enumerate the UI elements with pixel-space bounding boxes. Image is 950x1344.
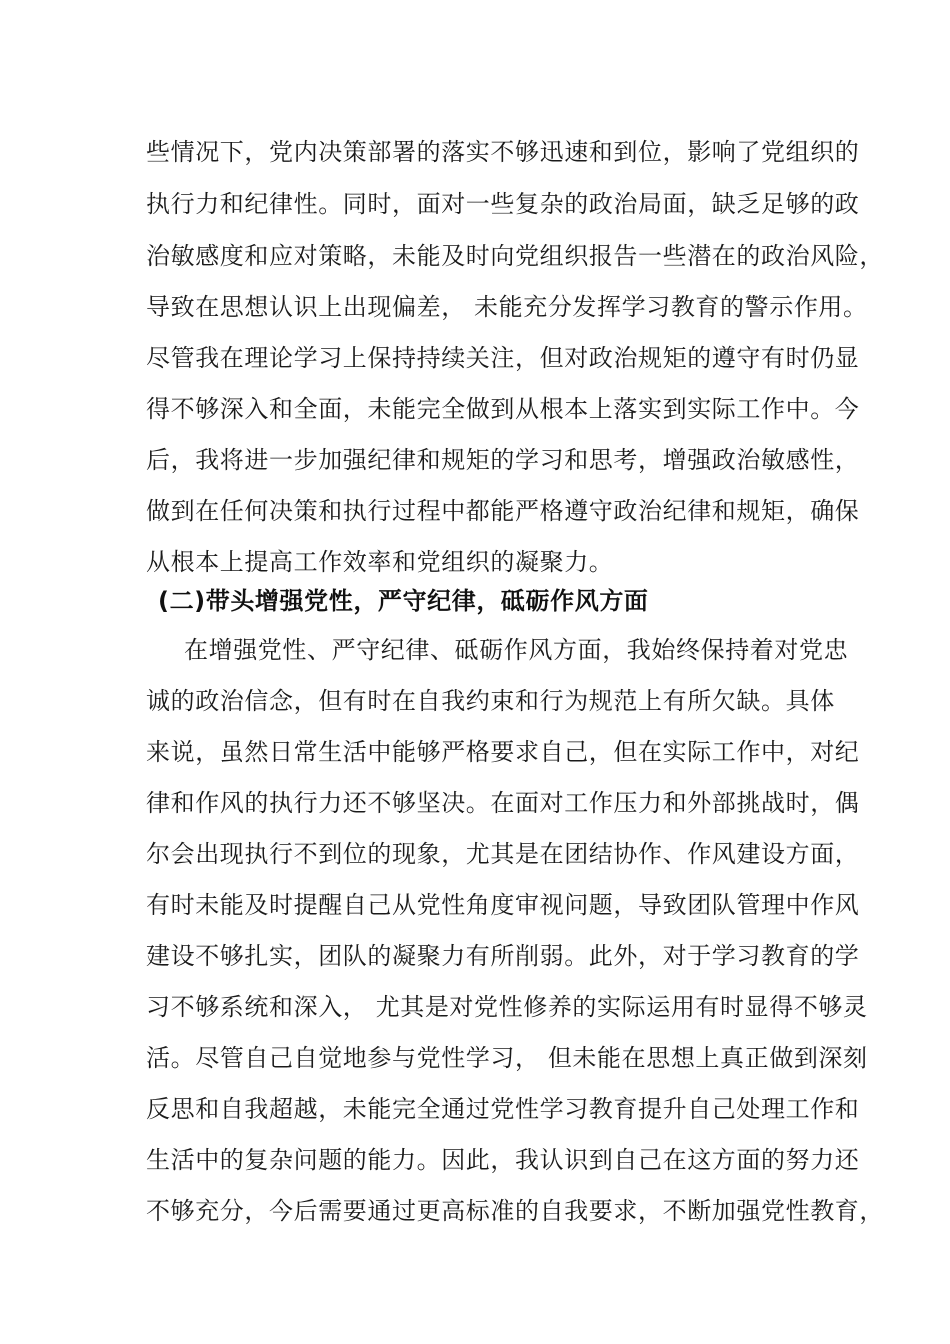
text-line: 活。尽管自己自觉地参与党性学习， 但未能在思想上真正做到深刻 [146,1044,868,1072]
text-line: 做到在任何决策和执行过程中都能严格遵守政治纪律和规矩，确保 [146,497,860,525]
text-line: 执行力和纪律性。同时，面对一些复杂的政治局面，缺乏足够的政 [146,190,860,218]
text-line: 从根本上提高工作效率和党组织的凝聚力。 [146,548,614,576]
text-line: 不够充分，今后需要通过更高标准的自我要求，不断加强党性教育， [146,1197,884,1225]
section-heading: (二)带头增强党性，严守纪律，砥砺作风方面 [158,587,649,615]
text-line: 建设不够扎实，团队的凝聚力有所削弱。此外，对于学习教育的学 [146,942,860,970]
text-line: 治敏感度和应对策略，未能及时向党组织报告一些潜在的政治风险， [146,242,884,270]
text-line: 诚的政治信念，但有时在自我约束和行为规范上有所欠缺。具体 [146,687,835,715]
text-line: 导致在思想认识上出现偏差， 未能充分发挥学习教育的警示作用。 [146,293,868,321]
text-line: 反思和自我超越，未能完全通过党性学习教育提升自己处理工作和 [146,1095,860,1123]
text-line: 律和作风的执行力还不够坚决。在面对工作压力和外部挑战时，偶 [146,789,860,817]
text-line: 在增强党性、严守纪律、砥砺作风方面，我始终保持着对党忠 [184,636,849,664]
text-line: 来说，虽然日常生活中能够严格要求自己，但在实际工作中，对纪 [146,738,860,766]
text-line: 尽管我在理论学习上保持持续关注，但对政治规矩的遵守有时仍显 [146,344,860,372]
text-line: 得不够深入和全面，未能完全做到从根本上落实到实际工作中。今 [146,395,860,423]
text-line: 些情况下，党内决策部署的落实不够迅速和到位，影响了党组织的 [146,138,860,166]
text-line: 习不够系统和深入， 尤其是对党性修养的实际运用有时显得不够灵 [146,993,868,1021]
text-line: 生活中的复杂问题的能力。因此，我认识到自己在这方面的努力还 [146,1146,860,1174]
text-line: 尔会出现执行不到位的现象，尤其是在团结协作、作风建设方面， [146,840,860,868]
text-line: 后，我将进一步加强纪律和规矩的学习和思考，增强政治敏感性， [146,446,860,474]
text-line: 有时未能及时提醒自己从党性角度审视问题，导致团队管理中作风 [146,891,860,919]
